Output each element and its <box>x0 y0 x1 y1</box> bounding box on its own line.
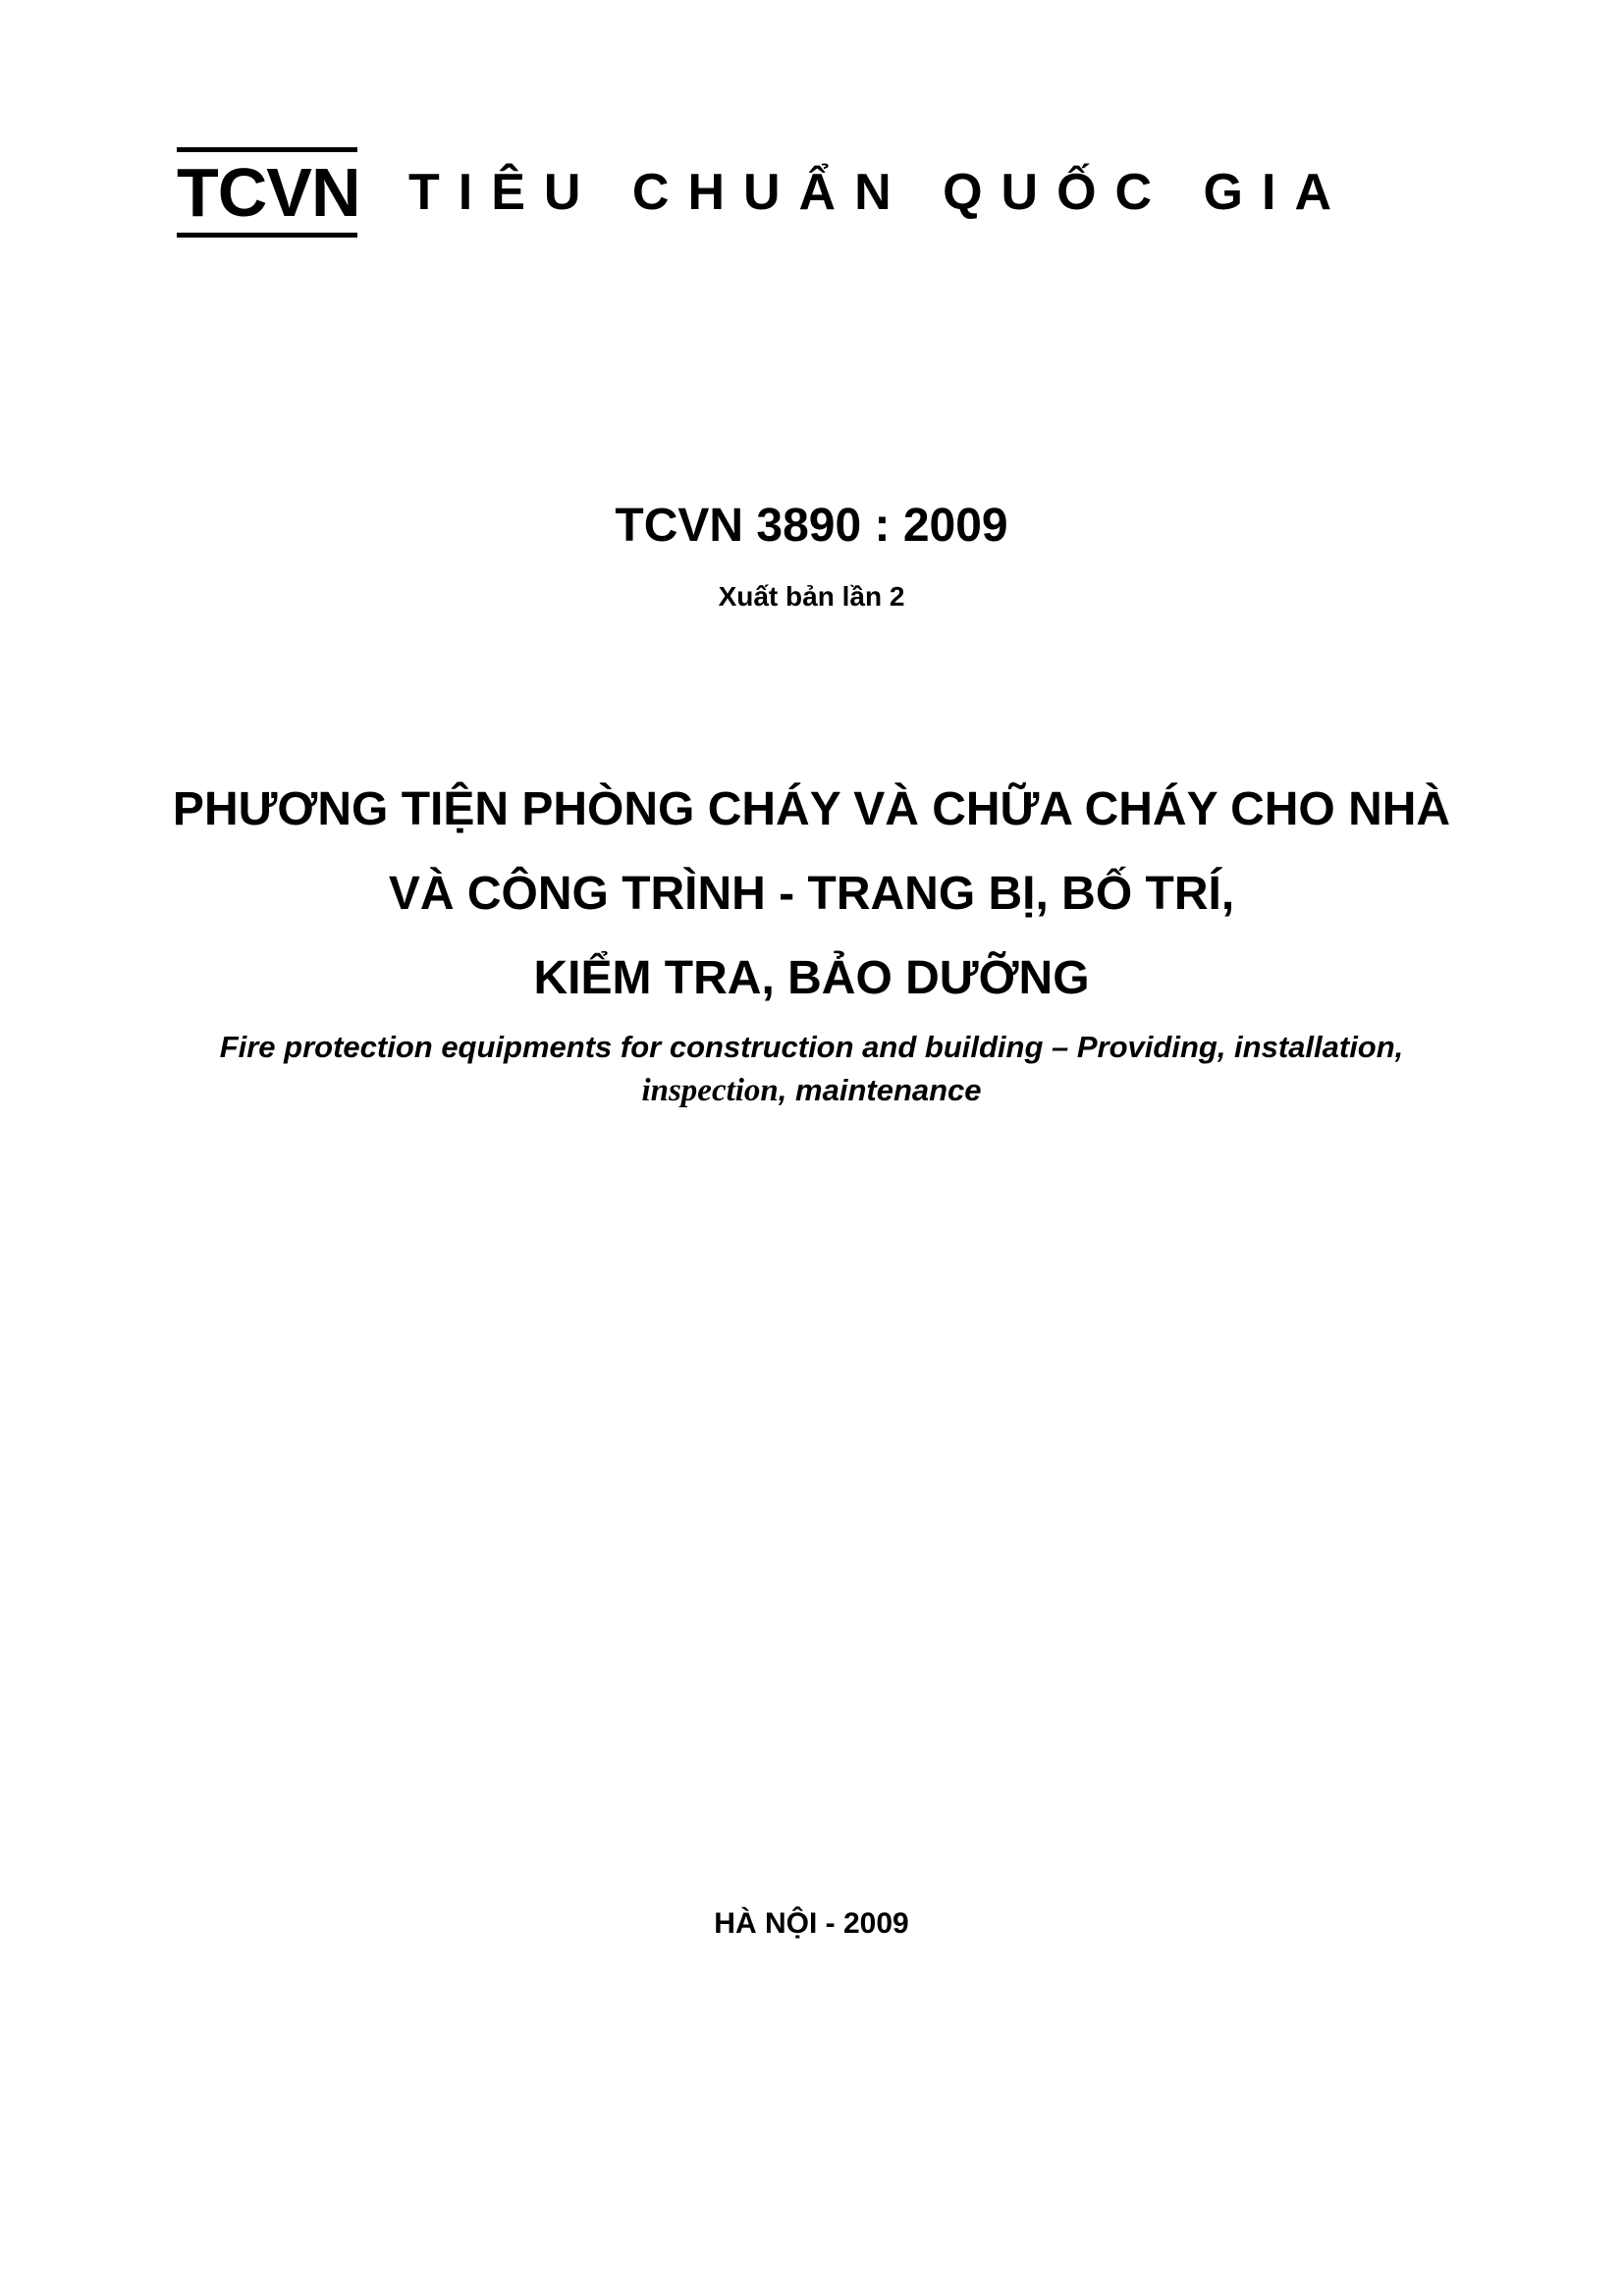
title-en-inspection: inspection <box>641 1073 779 1108</box>
title-vi-line-2: VÀ CÔNG TRÌNH - TRANG BỊ, BỐ TRÍ, <box>388 868 1235 920</box>
title-english <box>0 1026 1623 1112</box>
title-en-line-1: Fire protection equipments for construction and building – Providing, installation, <box>219 1030 1404 1064</box>
standard-number: TCVN 3890 : 2009 <box>615 500 1008 552</box>
logo-top-rule <box>177 147 357 152</box>
title-vietnamese <box>0 768 1623 1021</box>
national-standard-heading: TIÊU CHUẨN QUỐC GIA <box>408 164 1350 221</box>
logo-text: TCVN <box>177 154 360 231</box>
title-vi-line-1: PHƯƠNG TIỆN PHÒNG CHÁY VÀ CHỮA CHÁY CHO NHÀ <box>172 783 1451 835</box>
title-vi-line-3: KIỂM TRA, BẢO DƯỠNG <box>533 952 1090 1004</box>
tcvn-logo <box>177 147 360 238</box>
title-en-maintenance: , maintenance <box>778 1073 982 1107</box>
edition-label: Xuất bản lần 2 <box>718 581 905 612</box>
place-year: HÀ NỘI - 2009 <box>714 1907 909 1940</box>
logo-bottom-rule <box>177 233 357 238</box>
title-en-line-2 <box>0 1069 1623 1112</box>
